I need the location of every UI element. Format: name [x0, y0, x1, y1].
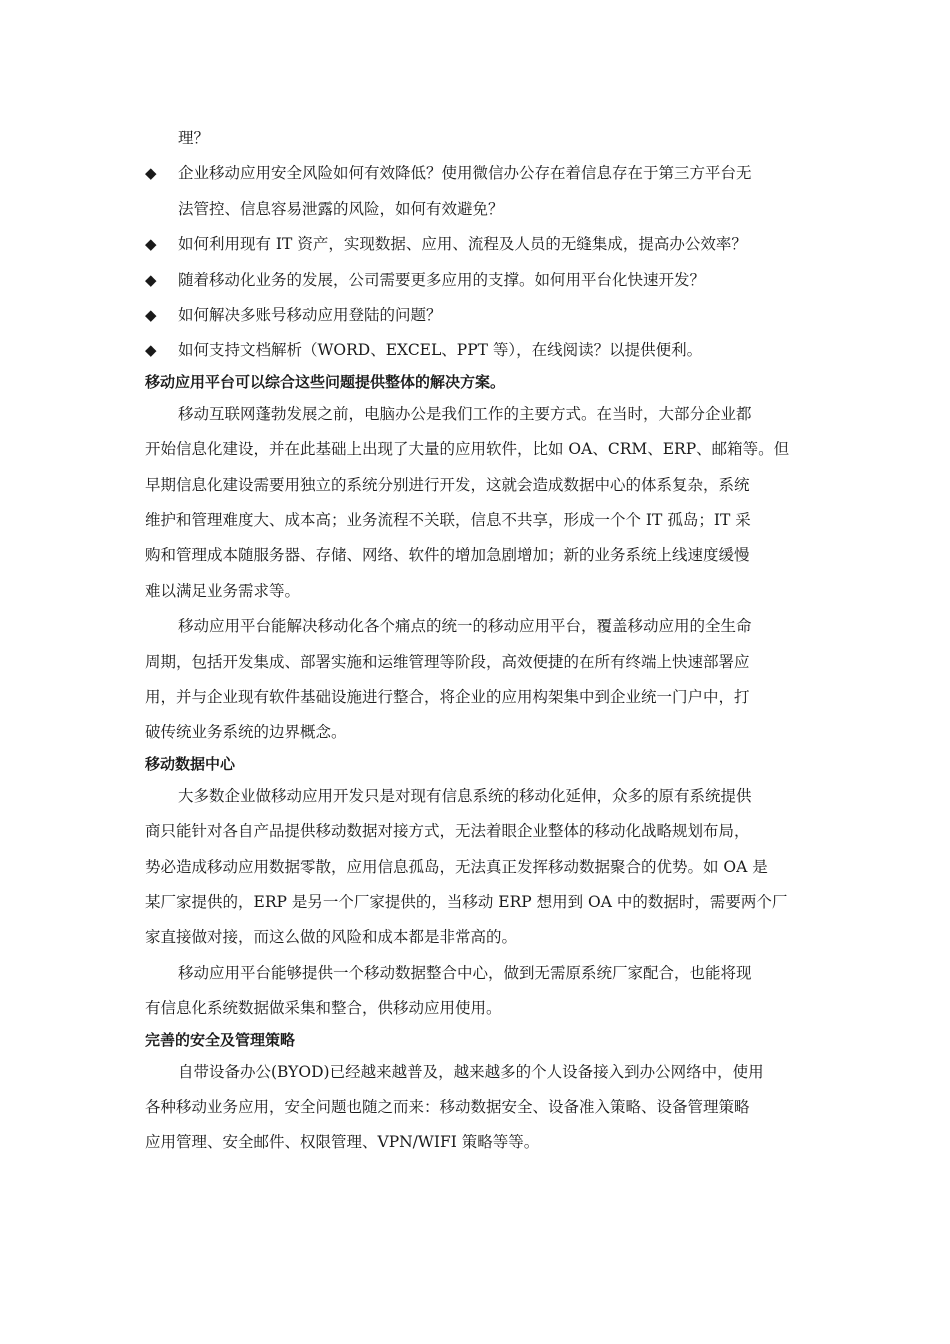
paragraph-line: 自带设备办公(BYOD)已经越来越普及，越来越多的个人设备接入到办公网络中，使用	[178, 1062, 764, 1081]
paragraph-line: 大多数企业做移动应用开发只是对现有信息系统的移动化延伸，众多的原有系统提供	[178, 786, 752, 805]
paragraph-line: 家直接做对接，而这么做的风险和成本都是非常高的。	[145, 928, 518, 947]
paragraph-line: 商只能针对各自产品提供移动数据对接方式，无法着眼企业整体的移动化战略规划布局，	[145, 822, 750, 841]
bullet-item-line: 随着移动化业务的发展，公司需要更多应用的支撑。如何用平台化快速开发？	[178, 270, 706, 289]
paragraph-line: 移动应用平台能够提供一个移动数据整合中心，做到无需原系统厂家配合，也能将现	[178, 963, 752, 982]
paragraph-line: 有信息化系统数据做采集和整合，供移动应用使用。	[145, 999, 502, 1018]
paragraph-line: 周期，包括开发集成、部署实施和运维管理等阶段，高效便捷的在所有终端上快速部署应	[145, 652, 750, 671]
paragraph-line: 用，并与企业现有软件基础设施进行整合，将企业的应用构架集中到企业统一门户中，打	[145, 688, 750, 706]
bullet-diamond-icon: ◆	[145, 341, 157, 360]
bullet-item-line: 企业移动应用安全风险如何有效降低？使用微信办公存在着信息存在于第三方平台无	[178, 164, 752, 183]
paragraph-line: 某厂家提供的，ERP 是另一个厂家提供的，当移动 ERP 想用到 OA 中的数据时，需要两个厂	[145, 893, 788, 911]
bullet-item-line: 法管控、信息容易泄露的风险，如何有效避免？	[178, 199, 504, 218]
bullet-item-line: 如何支持文档解析（WORD、EXCEL、PPT 等），在线阅读？以提供便利。	[178, 341, 703, 360]
continuation-line: 理？	[178, 129, 210, 147]
paragraph-line: 移动互联网蓬勃发展之前，电脑办公是我们工作的主要方式。在当时，大部分企业都	[178, 404, 752, 423]
paragraph-line: 破传统业务系统的边界概念。	[145, 723, 347, 742]
paragraph-line: 移动应用平台能解决移动化各个痛点的统一的移动应用平台，覆盖移动应用的全生命	[178, 617, 752, 636]
paragraph-line: 开始信息化建设，并在此基础上出现了大量的应用软件，比如 OA、CRM、ERP、邮箱等。但	[145, 440, 790, 459]
bullet-item-line: 如何利用现有 IT 资产，实现数据、应用、流程及人员的无缝集成，提高办公效率？	[178, 235, 747, 254]
bullet-diamond-icon: ◆	[145, 306, 157, 324]
section-heading: 完善的安全及管理策略	[145, 1030, 296, 1049]
bullet-diamond-icon: ◆	[145, 164, 157, 183]
paragraph-line: 维护和管理难度大、成本高；业务流程不关联，信息不共享，形成一个个 IT 孤岛；IT 采	[145, 511, 751, 529]
paragraph-line: 难以满足业务需求等。	[145, 581, 301, 600]
bullet-diamond-icon: ◆	[145, 235, 157, 254]
paragraph-line: 购和管理成本随服务器、存储、网络、软件的增加急剧增加；新的业务系统上线速度缓慢	[145, 546, 750, 565]
paragraph-line: 势必造成移动应用数据零散，应用信息孤岛，无法真正发挥移动数据聚合的优势。如 OA 是	[145, 857, 768, 876]
paragraph-line: 各种移动业务应用，安全问题也随之而来：移动数据安全、设备准入策略、设备管理策略	[145, 1098, 750, 1116]
paragraph-line: 应用管理、安全邮件、权限管理、VPN/WIFI 策略等等。	[145, 1133, 540, 1152]
paragraph-line: 早期信息化建设需要用独立的系统分别进行开发，这就会造成数据中心的体系复杂，系统	[145, 475, 750, 494]
section-heading: 移动应用平台可以综合这些问题提供整体的解决方案。	[145, 372, 506, 391]
section-heading: 移动数据中心	[145, 754, 236, 773]
bullet-diamond-icon: ◆	[145, 270, 157, 289]
bullet-item-line: 如何解决多账号移动应用登陆的问题？	[178, 306, 442, 324]
